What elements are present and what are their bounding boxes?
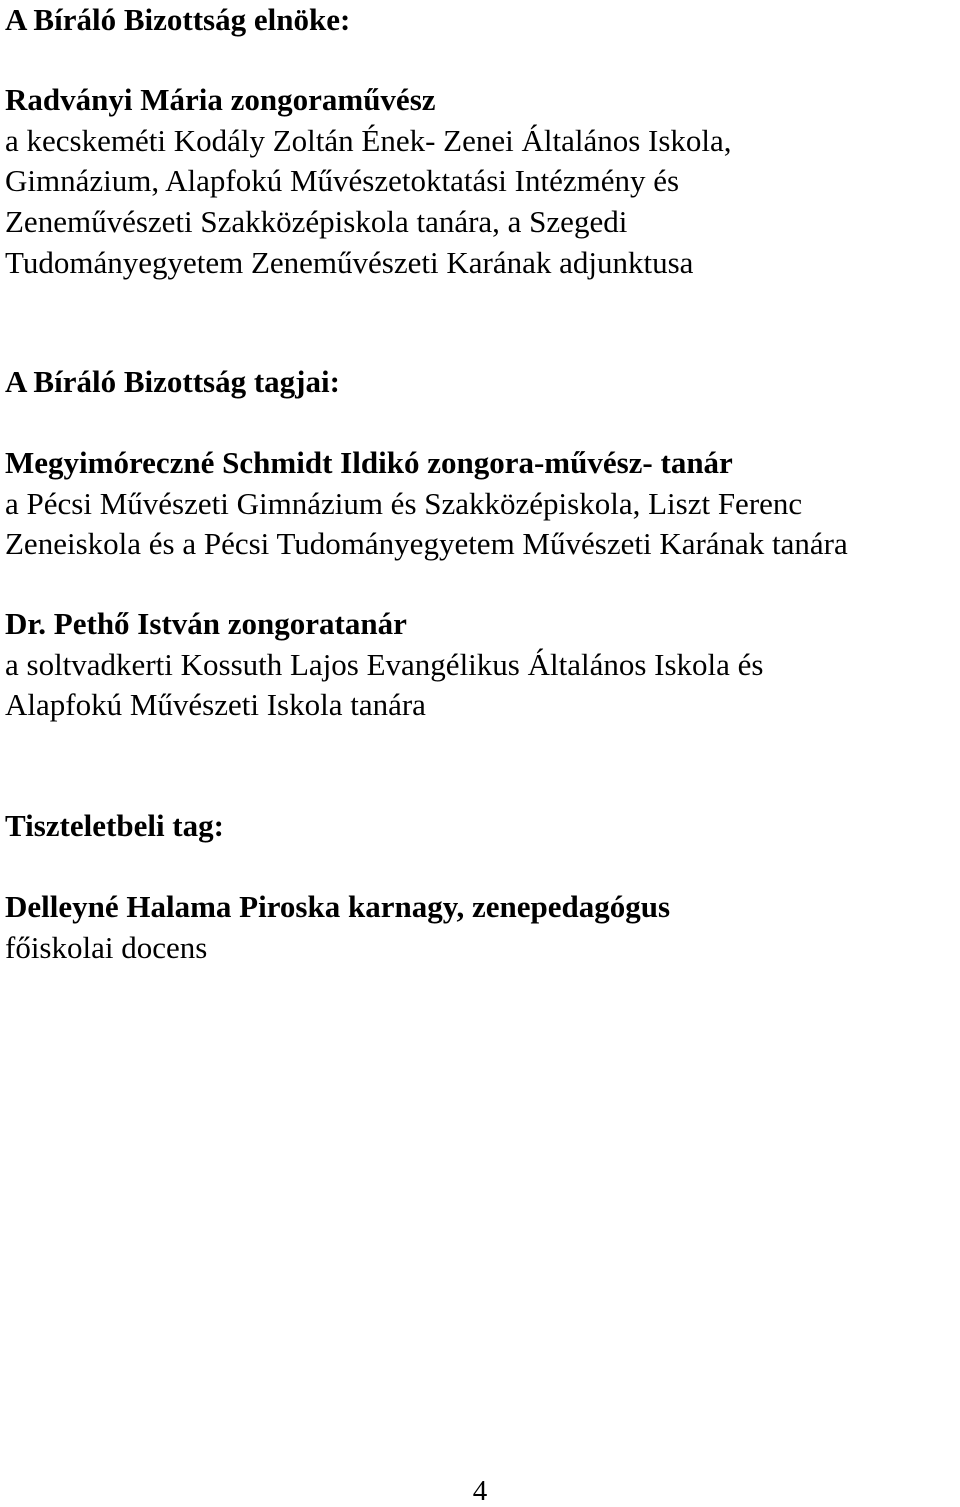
member-description-line: Zeneiskola és a Pécsi Tudományegyetem Művészeti Karának tanára	[5, 526, 848, 562]
members-section-heading	[5, 362, 340, 402]
honorary-description-line: főiskolai docens	[5, 929, 208, 965]
page-number: 4	[472, 1475, 488, 1507]
member-description-line: Alapfokú Művészeti Iskola tanára	[5, 687, 426, 723]
honorary-section-heading	[5, 806, 224, 846]
honorary-heading: Tiszteletbeli tag:	[5, 808, 224, 843]
members-heading: A Bíráló Bizottság tagjai:	[5, 364, 340, 399]
member-entry	[5, 443, 848, 565]
chair-heading: A Bíráló Bizottság elnöke:	[5, 2, 351, 37]
honorary-entry	[5, 887, 670, 968]
chair-section-heading	[5, 0, 350, 40]
chair-name: Radványi Mária zongoraművész	[5, 82, 436, 117]
member-description-line: a soltvadkerti Kossuth Lajos Evangélikus Általános Iskola és	[5, 646, 764, 682]
chair-description-line: Tudományegyetem Zeneművészeti Karának adjunktusa	[5, 244, 694, 280]
chair-description-line: Zeneművészeti Szakközépiskola tanára, a Szegedi	[5, 204, 628, 240]
member-name: Dr. Pethő István zongoratanár	[5, 606, 407, 641]
honorary-name: Delleyné Halama Piroska karnagy, zenepedagógus	[5, 889, 671, 924]
member-name: Megyimóreczné Schmidt Ildikó zongora-művész- tanár	[5, 445, 733, 480]
chair-entry	[5, 80, 732, 284]
chair-description-line: Gimnázium, Alapfokú Művészetoktatási Intézmény és	[5, 163, 680, 199]
chair-description-line: a kecskeméti Kodály Zoltán Ének- Zenei Általános Iskola,	[5, 122, 732, 158]
member-description-line: a Pécsi Művészeti Gimnázium és Szakközépiskola, Liszt Ferenc	[5, 485, 803, 521]
member-entry	[5, 604, 764, 726]
